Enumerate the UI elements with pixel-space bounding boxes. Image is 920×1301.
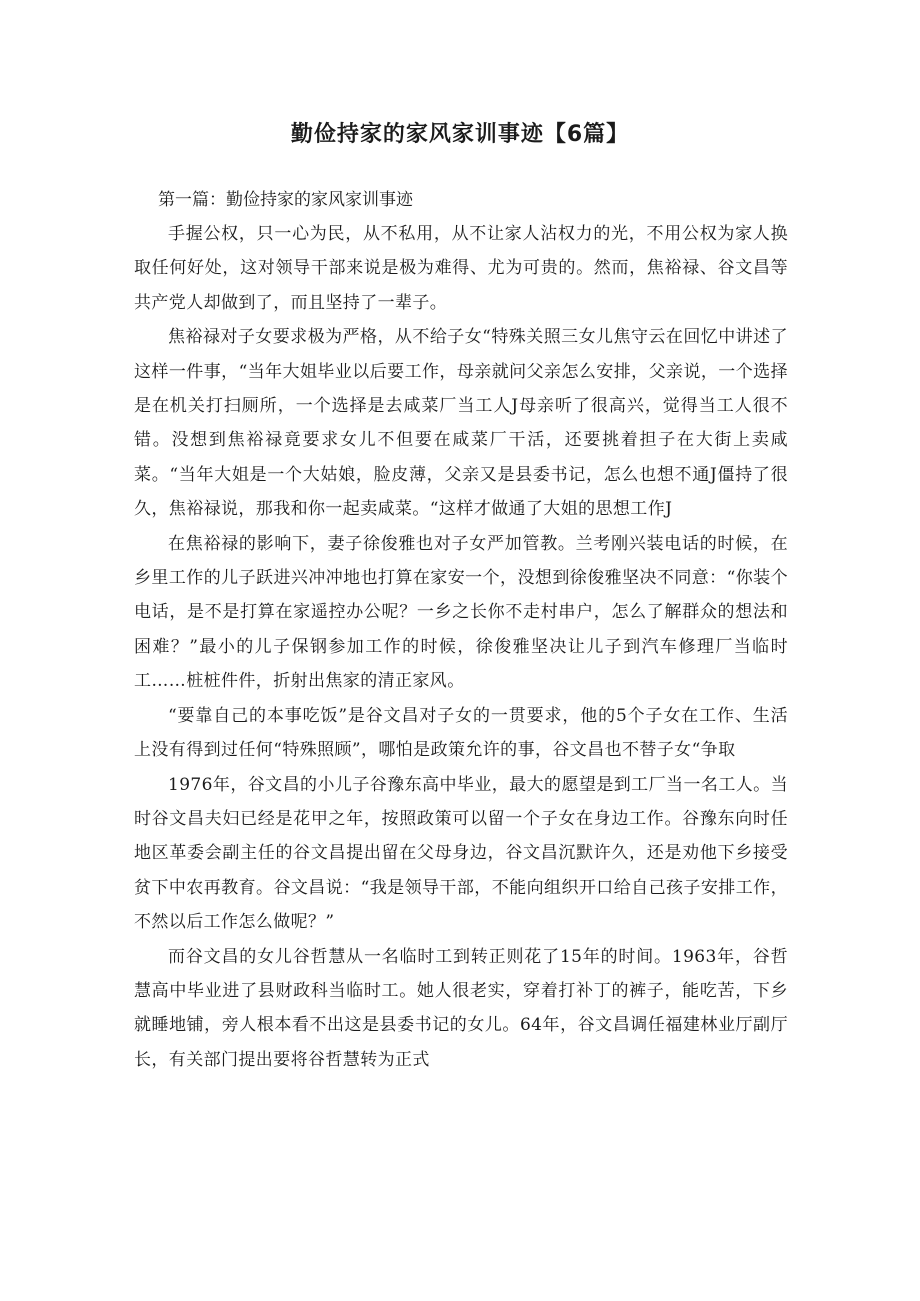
paragraph-2: 焦裕禄对子女要求极为严格，从不给子女“特殊关照三女儿焦守云在回忆中讲述了这样一件事，“当年大姐毕业以后要工作，母亲就问父亲怎么安排，父亲说，一个选择是在机关打扫厕所，一个选择是去咸菜厂当工人J母亲听了很高兴，觉得当工人很不错。没想到焦裕禄竟要求女儿不但要在咸菜厂干活，还要挑着担子在大街上卖咸菜。“当年大姐是一个大姑娘，脸皮薄，父亲又是县委书记，怎么也想不通J僵持了很久，焦裕禄说，那我和你一起卖咸菜。“这样才做通了大姐的思想工作J xyxy=(134,327,788,520)
document-body xyxy=(134,183,788,1077)
paragraph-4: “要靠自己的本事吃饭”是谷文昌对子女的一贯要求，他的5个子女在工作、生活上没有得到过任何“特殊照顾”，哪怕是政策允许的事，谷文昌也不替子女“争取 xyxy=(134,705,788,761)
paragraph-1: 手握公权，只一心为民，从不私用，从不让家人沾权力的光，不用公权为家人换取任何好处，这对领导干部来说是极为难得、尤为可贵的。然而，焦裕禄、谷文昌等共产党人却做到了，而且坚持了一辈子。 xyxy=(134,224,788,313)
paragraph-5: 1976年，谷文昌的小儿子谷豫东高中毕业，最大的愿望是到工厂当一名工人。当时谷文昌夫妇已经是花甲之年，按照政策可以留一个子女在身边工作。谷豫东向时任地区革委会副主任的谷文昌提出留在父母身边，谷文昌沉默许久，还是劝他下乡接受贫下中农再教育。谷文昌说：“我是领导干部，不能向组织开口给自己孩子安排工作，不然以后工作怎么做呢？” xyxy=(134,774,788,933)
document-title: 勤俭持家的家风家训事迹【6篇】 xyxy=(290,122,630,147)
paragraph-6: 而谷文昌的女儿谷哲慧从一名临时工到转正则花了15年的时间。1963年，谷哲慧高中毕业进了县财政科当临时工。她人很老实，穿着打补丁的裤子，能吃苦，下乡就睡地铺，旁人根本看不出这是县委书记的女儿。64年，谷文昌调任福建林业厅副厅长，有关部门提出要将谷哲慧转为正式 xyxy=(134,946,788,1070)
section-heading: 第一篇：勤俭持家的家风家训事迹 xyxy=(158,190,413,210)
paragraph-3: 在焦裕禄的影响下，妻子徐俊雅也对子女严加管教。兰考刚兴装电话的时候，在乡里工作的儿子跃进兴冲冲地也打算在家安一个，没想到徐俊雅坚决不同意：“你装个电话，是不是打算在家遥控办公呢？一乡之长你不走村串户，怎么了解群众的想法和困难？”最小的儿子保钢参加工作的时候，徐俊雅坚决让儿子到汽车修理厂当临时工……桩桩件件，折射出焦家的清正家风。 xyxy=(134,533,788,692)
